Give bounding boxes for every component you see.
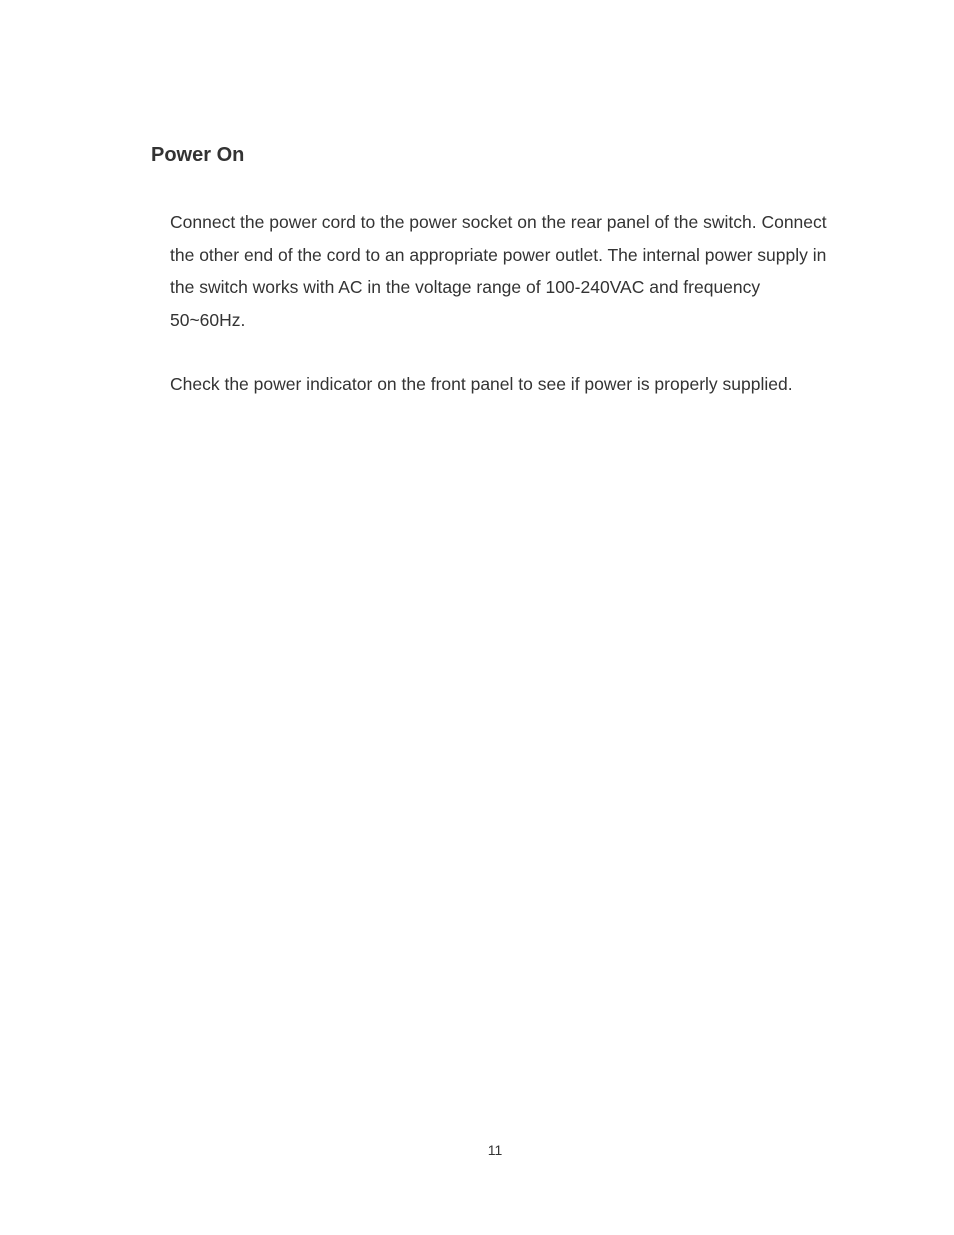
page-number: 11 bbox=[487, 1142, 503, 1158]
section-title: Power On bbox=[151, 144, 245, 166]
paragraph-power-connection: Connect the power cord to the power socket on the rear panel of the switch. Connect the other end of the cord to an appropriate power outlet. The internal power supply in the switch works with AC in the voltage range of 100-240VAC and frequency 50~60Hz. bbox=[170, 212, 827, 330]
paragraph-power-indicator: Check the power indicator on the front panel to see if power is properly supplied. bbox=[170, 374, 793, 394]
